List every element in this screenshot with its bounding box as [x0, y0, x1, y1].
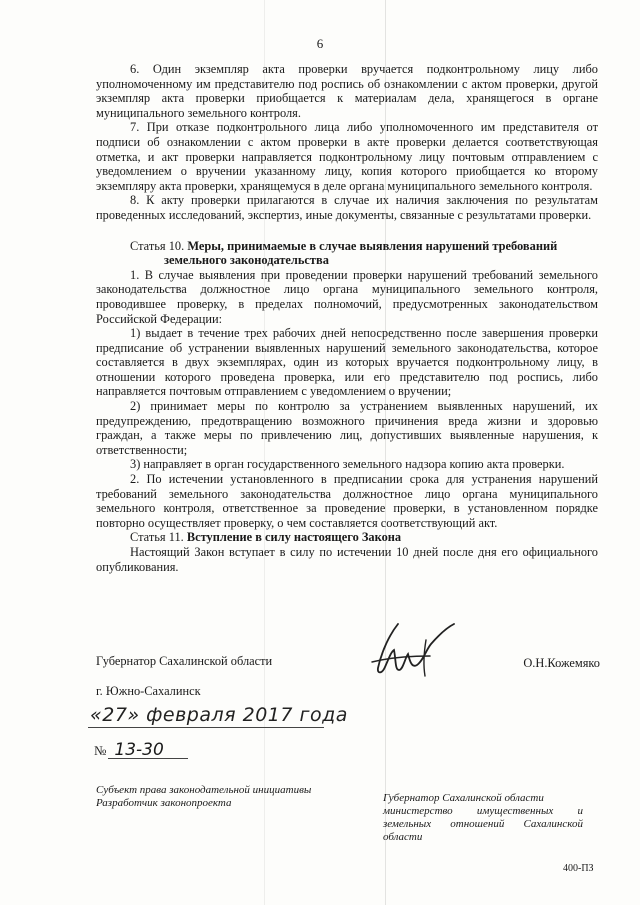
form-code: 400-ПЗ [563, 863, 594, 874]
footer-developer [383, 792, 583, 844]
governor-title: Губернатор Сахалинской области [96, 654, 273, 668]
footer-left-line: Разработчик законопроекта [96, 797, 232, 809]
handwritten-date: «27» февраля 2017 года [90, 704, 348, 726]
article-10-title-line2: земельного законодательства [164, 253, 329, 268]
date-underline [88, 727, 324, 728]
article-10-paragraph: 2) принимает меры по контролю за устранением выявленных нарушений, их предупреждению, предотвращению возможного причинения вреда жизни и здоровью граждан, а также меры по привлечению лиц, допустивших выявленные нарушения, к ответственности; [96, 399, 598, 457]
article-11-text: Настоящий Закон вступает в силу по истечении 10 дней после дня его официального опубликования. [96, 545, 598, 574]
article-10-title-line1: Меры, принимаемые в случае выявления нарушений требований [187, 238, 558, 253]
page-number: 6 [316, 36, 324, 51]
footer-left-line: Субъект права законодательной инициативы [96, 784, 312, 796]
paragraph-item-7: 7. При отказе подконтрольного лица либо уполномоченного им представителя от подписи об ознакомлении с актом проверки в акте проверки делается соответствующая отметка, и акт проверки направляется подконтрольному лицу почтовым отправлением с уведомлением о вручении указанному лицу, копия которого приобщается ко второму экземпляру акта проверки, хранящемуся в деле органа муниципального земельного контроля. [96, 120, 598, 193]
article-10-heading [96, 239, 598, 254]
footer-right-line: земельных отношений Сахалинской [383, 818, 583, 830]
handwritten-number: 13-30 [114, 740, 164, 760]
document-body [96, 62, 598, 574]
article-11-heading [96, 530, 598, 545]
article-10-paragraph: 3) направляет в орган государственного земельного надзора копию акта проверки. [130, 457, 565, 472]
footer-right-line: Губернатор Сахалинской области [383, 792, 544, 804]
article-11-title: Вступление в силу настоящего Закона [186, 530, 402, 545]
number-underline [108, 758, 188, 759]
article-10-paragraph: 1) выдает в течение трех рабочих дней непосредственно после завершения проверки предписание об устранении выявленных нарушений земельного законодательства, которое составляется в двух экземплярах, один из которых вручается подконтрольному лицу, в отношении которого проведена проверка, или его представителю под роспись, либо направляется почтовым отправлением с уведомлением о вручении; [96, 326, 598, 399]
article-10-label: Статья 10. [130, 238, 185, 253]
number-label: № [94, 743, 107, 758]
paragraph-item-8: 8. К акту проверки прилагаются в случае их наличия заключения по результатам проведенных исследований, экспертиз, иные документы, связанные с результатами проверки. [96, 193, 598, 222]
handwritten-signature-icon [368, 620, 458, 680]
document-number [94, 740, 164, 760]
footer-right-line: министерство имущественных и [383, 805, 583, 817]
footer-initiator [96, 784, 311, 810]
footer-right-line: области [383, 831, 423, 843]
article-11-label: Статья 11. [130, 530, 184, 545]
article-10-paragraph: 2. По истечении установленного в предписании срока для устранения нарушений требований земельного законодательства должностное лицо органа муниципального земельного контроля, ответственное за проведение проверки, в установленном порядке повторно осуществляет проверку, о чем составляется соответствующий акт. [96, 472, 598, 530]
city-name: г. Южно-Сахалинск [96, 684, 201, 698]
article-10-heading-cont [96, 253, 598, 268]
signer-name: О.Н.Кожемяко [523, 656, 600, 670]
article-10-paragraph: 1. В случае выявления при проведении проверки нарушений требований земельного законодательства должностное лицо органа муниципального земельного контроля, проводившее проверку, в пределах полномочий, предусмотренных законодательством Российской Федерации: [96, 267, 598, 326]
paragraph-item-6: 6. Один экземпляр акта проверки вручается подконтрольному лицу либо уполномоченному им представителю под роспись об ознакомлении с актом проверки, другой экземпляр акта проверки приобщается к материалам дела, хранящегося в органе муниципального земельного контроля. [96, 62, 598, 120]
